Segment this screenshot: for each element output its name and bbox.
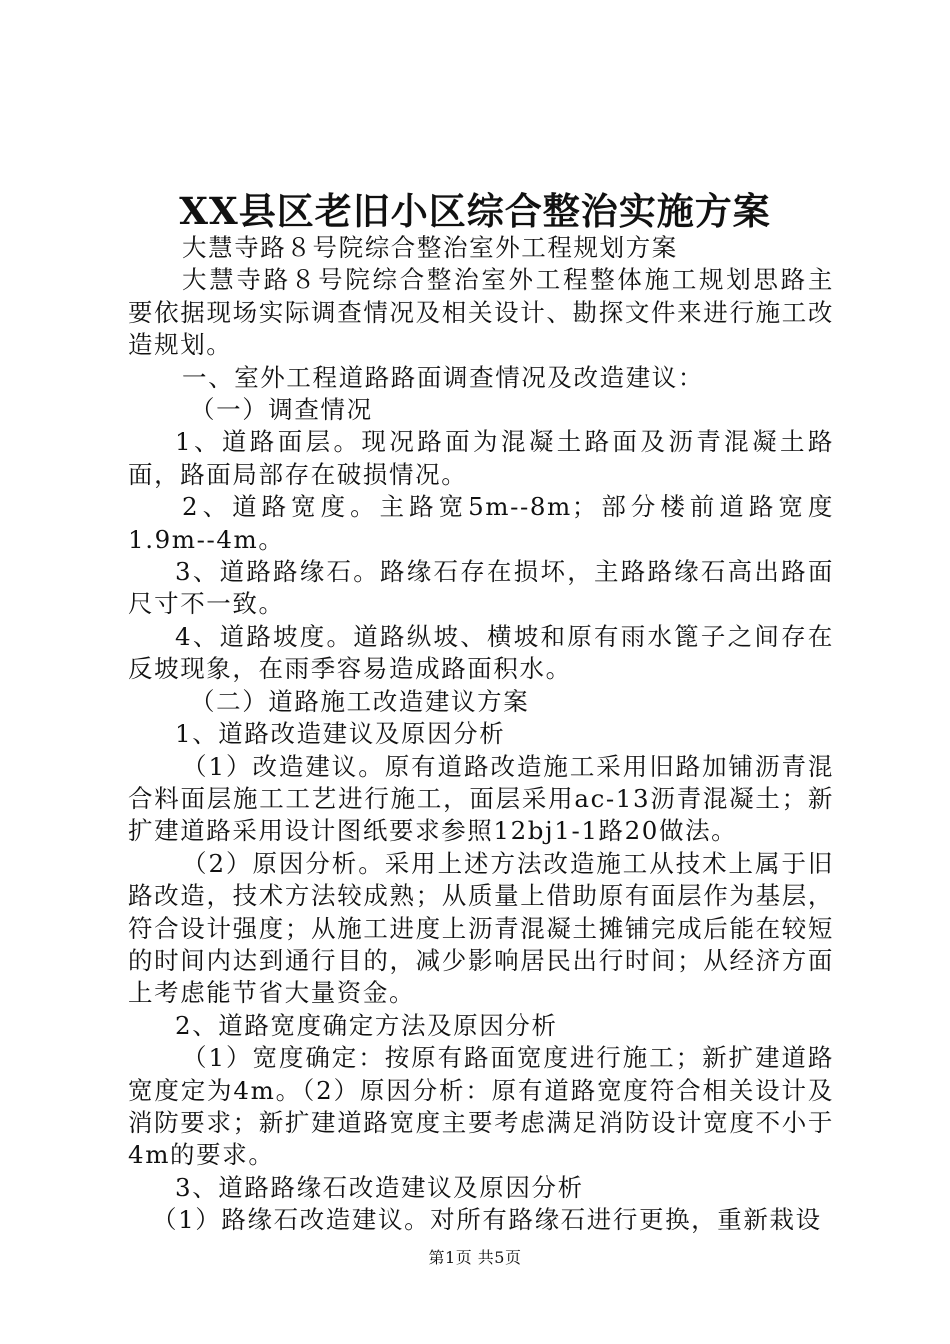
paragraph: （1）宽度确定：按原有路面宽度进行施工；新扩建道路宽度定为4m。（2）原因分析：原有道路宽度符合相关设计及消防要求；新扩建道路宽度主要考虑满足消防设计宽度不小于4m的要求。 — [128, 1043, 834, 1170]
paragraph: 1、道路面层。现况路面为混凝土路面及沥青混凝土路面，路面局部存在破损情况。 — [128, 427, 834, 489]
section-heading: 一、室外工程道路路面调查情况及改造建议： — [182, 362, 704, 392]
paragraph: 3、道路路缘石。路缘石存在损坏，主路路缘石高出路面尺寸不一致。 — [128, 557, 834, 619]
paragraph: 2、道路宽度。主路宽5m--8m；部分楼前道路宽度1.9m--4m。 — [128, 492, 834, 554]
paragraph: 大慧寺路８号院综合整治室外工程整体施工规划思路主要依据现场实际调查情况及相关设计、勘探文件来进行施工改造规划。 — [128, 265, 834, 360]
paragraph: （1）路缘石改造建议。对所有路缘石进行更换，重新栽设 — [152, 1205, 822, 1235]
paragraph: 4、道路坡度。道路纵坡、横坡和原有雨水篦子之间存在反坡现象，在雨季容易造成路面积水。 — [128, 621, 834, 684]
paragraph: 1、道路改造建议及原因分析 — [175, 719, 506, 749]
paragraph: 3、道路路缘石改造建议及原因分析 — [175, 1172, 584, 1202]
document-body — [128, 232, 834, 1237]
paragraph: 大慧寺路８号院综合整治室外工程规划方案 — [182, 233, 678, 262]
paragraph: （2）原因分析。采用上述方法改造施工从技术上属于旧路改造，技术方法较成熟；从质量上借助原有面层作为基层，符合设计强度；从施工进度上沥青混凝土摊铺完成后能在较短的时间内达到通行目的，减少影响居民出行时间；从经济方面上考虑能节省大量资金。 — [128, 848, 834, 1008]
paragraph: 2、道路宽度确定方法及原因分析 — [175, 1010, 558, 1040]
document-title: XX县区老旧小区综合整治实施方案 — [179, 189, 771, 233]
paragraph: （1）改造建议。原有道路改造施工采用旧路加铺沥青混合料面层施工工艺进行施工，面层采用ac-13沥青混凝土；新扩建道路采用设计图纸要求参照12bj1-1路20做法。 — [128, 751, 834, 846]
subsection-heading: （二）道路施工改造建议方案 — [190, 686, 530, 716]
page-footer: 第1页 共5页 — [428, 1248, 522, 1267]
subsection-heading: （一）调查情况 — [190, 395, 373, 425]
